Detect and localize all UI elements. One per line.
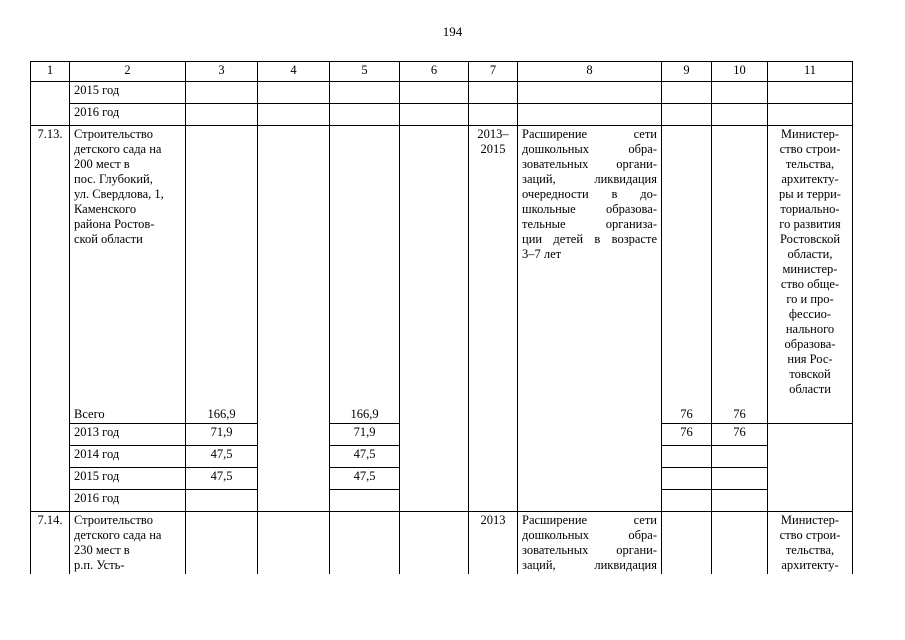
header-row — [31, 62, 853, 82]
item-row — [31, 512, 853, 575]
cell-total-c10: 76 — [712, 126, 768, 424]
row-label-total: Всего — [74, 407, 105, 421]
header-col-3: 3 — [186, 62, 258, 82]
header-col-8: 8 — [518, 62, 662, 82]
cell-total-c5: 166,9 — [330, 126, 400, 424]
row-label: 2013 год — [70, 424, 186, 446]
item-row — [31, 126, 853, 424]
item-name: Строительство детского сада на 200 мест в пос. Глубокий, ул. Свердлова, 1, Каменского района Ростов- ской области Всего — [70, 126, 186, 424]
header-col-5: 5 — [330, 62, 400, 82]
header-col-1: 1 — [31, 62, 70, 82]
header-col-10: 10 — [712, 62, 768, 82]
item-number: 7.13. — [31, 126, 70, 512]
table-row — [31, 82, 853, 104]
item-responsible: Министер- ство строи- тельства, архитекту- — [768, 512, 853, 575]
header-col-2: 2 — [70, 62, 186, 82]
item-number: 7.14. — [31, 512, 70, 575]
table-row: 2013 год 71,9 71,9 76 76 — [31, 424, 853, 446]
header-col-7: 7 — [469, 62, 518, 82]
header-col-9: 9 — [662, 62, 712, 82]
cell-total-c3: 166,9 — [186, 126, 258, 424]
program-table — [30, 61, 853, 574]
row-label: 2014 год — [70, 446, 186, 468]
row-label: 2016 год — [70, 490, 186, 512]
table-row: 2014 год 47,5 47,5 — [31, 446, 853, 468]
header-col-6: 6 — [400, 62, 469, 82]
table-row — [31, 104, 853, 126]
row-label: 2015 год — [70, 82, 186, 104]
item-result: Расширение сети дошкольных обра- зовательных органи- заций, ликвидация очередности в до- школьные образова- тельные организа- ции детей в возрасте 3–7 лет — [518, 126, 662, 512]
header-col-11: 11 — [768, 62, 853, 82]
item-years: 2013 — [469, 512, 518, 575]
item-name: Строительство детского сада на 230 мест в р.п. Усть- — [70, 512, 186, 575]
cell-total-c9: 76 — [662, 126, 712, 424]
header-col-4: 4 — [258, 62, 330, 82]
row-label: 2016 год — [70, 104, 186, 126]
item-result: Расширение сети дошкольных обра- зовательных органи- заций, ликвидация — [518, 512, 662, 575]
table-row: 2015 год 47,5 47,5 — [31, 468, 853, 490]
row-label: 2015 год — [70, 468, 186, 490]
item-responsible: Министер- ство строи- тельства, архитекту- ры и терри- ториально- го развития Ростовской области, министер- ство обще- го и про- фессио- нального образова- ния Рос- товской области — [768, 126, 853, 424]
item-years: 2013– 2015 — [469, 126, 518, 512]
page-number: 194 — [442, 24, 463, 39]
